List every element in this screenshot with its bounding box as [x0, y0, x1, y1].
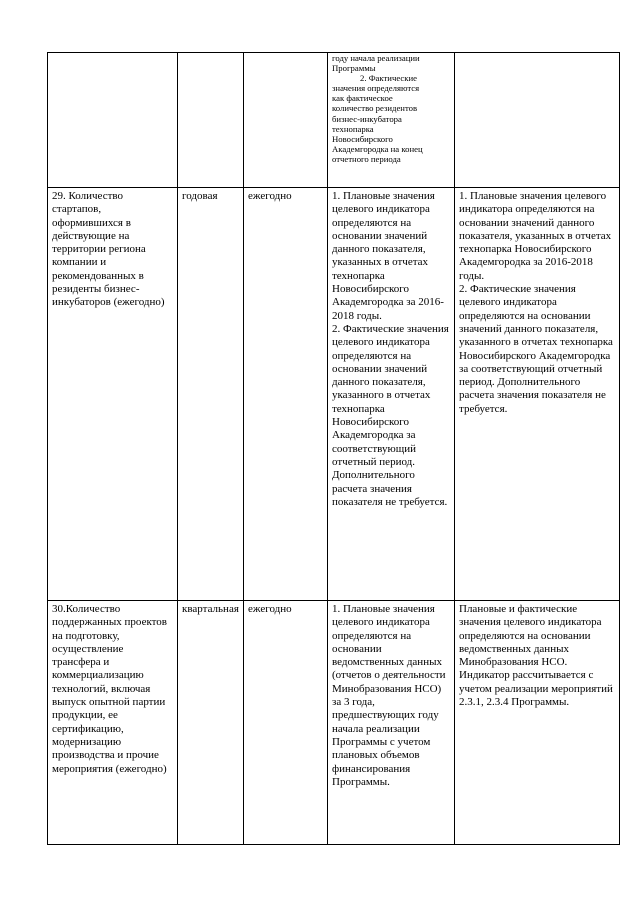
text-line: 2. Фактические [360, 73, 417, 84]
cell-empty [178, 53, 244, 188]
table-row-continuation [48, 53, 620, 188]
timing: ежегодно [244, 601, 328, 845]
notes [455, 188, 620, 601]
timing: ежегодно [244, 188, 328, 601]
text-line: Новосибирского [332, 133, 393, 144]
text-line: Академгородка на конец [332, 143, 423, 154]
indicator-name: 29. Количество стартапов, оформившихся в действующие на территории региона компании и рекомендованных в резиденты бизнес-инкубаторов (ежегодно) [48, 188, 178, 601]
calculation-method [328, 188, 455, 601]
indicator-name: 30.Количество поддержанных проектов на подготовку, осуществление трансфера и коммерциализацию технологий, включая выпуск опытной партии продукции, ее сертификацию, модернизацию производства и прочие мероприятия (ежегодно) [48, 601, 178, 845]
text-line: значения определяются [332, 83, 420, 94]
periodicity: годовая [178, 188, 244, 601]
notes-paragraph: 1. Плановые значения целевого индикатора определяются на основании значений данного показателя, указанных в отчетах технопарка Новосибирского Академгородка за 2016-2018 годы. [459, 190, 612, 282]
cell-empty [48, 53, 178, 188]
text-line: отчетного периода [332, 153, 401, 164]
notes [455, 601, 620, 845]
method-paragraph: 2. Фактические значения целевого индикатора определяются на основании значений данного показателя, указанного в отчетах технопарка Новосибирского Академгородка за соответствующий отчетный период. Дополнительного расчета значения показателя не требуется. [332, 322, 449, 508]
text-line: бизнес-инкубатора [332, 113, 402, 124]
table-row [48, 188, 620, 601]
notes-paragraph: Плановые и фактические значения целевого индикатора определяются на основании ведомственных данных Минобразования НСО. Индикатор рассчитывается с учетом реализации мероприятий 2.3.1, 2.3.4 Программы. [459, 603, 613, 709]
method-paragraph: 1. Плановые значения целевого индикатора определяются на основании ведомственных данных (отчетов о деятельности Минобразования НСО) за 3 года, предшествующих году начала реализации Программы с учетом плановых объемов финансирования Программы. [332, 603, 446, 788]
text-line: Программы [332, 63, 376, 74]
cell-empty [455, 53, 620, 188]
method-paragraph: 1. Плановые значения целевого индикатора определяются на основании значений данного показателя, указанных в отчетах технопарка Новосибирского Академгородка за 2016-2018 годы. [332, 190, 444, 322]
text-line: количество резидентов [332, 103, 418, 114]
cell-empty [244, 53, 328, 188]
text-line: году начала реализации [332, 53, 420, 63]
table-row [48, 601, 620, 845]
cell-method-continuation [328, 53, 455, 188]
indicators-table [47, 52, 620, 845]
notes-paragraph: 2. Фактические значения целевого индикатора определяются на основании значений данного показателя, указанного в отчетах технопарка Новосибирского Академгородка за соответствующий отчетный период. Дополнительного расчета значения показателя не требуется. [459, 283, 613, 415]
text-line: как фактическое [332, 93, 393, 104]
text-line: технопарка [332, 123, 374, 134]
calculation-method [328, 601, 455, 845]
periodicity: квартальная [178, 601, 244, 845]
